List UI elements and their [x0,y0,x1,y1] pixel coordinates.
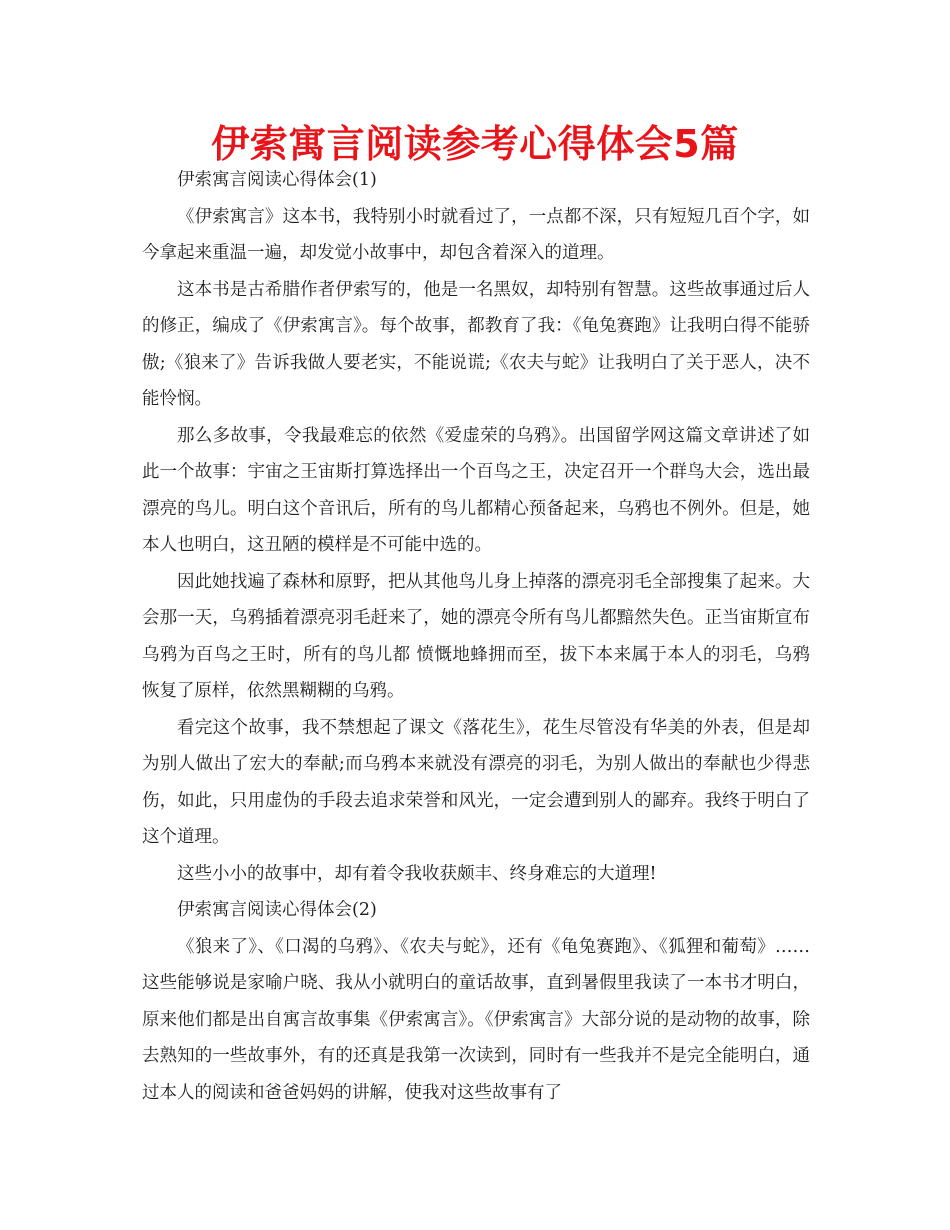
paragraph: 这本书是古希腊作者伊索写的，他是一名黑奴，却特别有智慧。这些故事通过后人的修正，编成了《伊索寓言》。每个故事，都教育了我：《龟兔赛跑》让我明白得不能骄傲;《狼来了》告诉我做人要老实，不能说谎;《农夫与蛇》让我明白了关于恶人，决不能怜悯。 [142,279,810,409]
document-title: 伊索寓言阅读参考心得体会5篇 [211,122,739,166]
paragraph: 看完这个故事，我不禁想起了课文《落花生》，花生尽管没有华美的外表，但是却为别人做出了宏大的奉献;而乌鸦本来就没有漂亮的羽毛，为别人做出的奉献也少得悲伤，如此，只用虚伪的手段去追求荣誉和风光，一定会遭到别人的鄙弃。我终于明白了这个道理。 [142,717,810,847]
section-heading-2: 伊索寓言阅读心得体会(2) [177,900,377,920]
document-body [142,162,810,1111]
paragraph: 这些小小的故事中，却有着令我收获颇丰、终身难忘的大道理! [177,863,657,884]
paragraph: 因此她找遍了森林和原野，把从其他鸟儿身上掉落的漂亮羽毛全部搜集了起来。大会那一天，乌鸦插着漂亮羽毛赶来了，她的漂亮令所有鸟儿都黯然失色。正当宙斯宣布乌鸦为百鸟之王时，所有的鸟儿都 愤慨地蜂拥而至，拔下本来属于本人的羽毛，乌鸦恢复了原样，依然黑糊糊的乌鸦。 [142,571,810,701]
paragraph: 《伊索寓言》这本书，我特别小时就看过了，一点都不深，只有短短几百个字，如今拿起来重温一遍，却发觉小故事中，却包含着深入的道理。 [142,206,810,263]
paragraph: 《狼来了》、《口渴的乌鸦》、《农夫与蛇》，还有《龟兔赛跑》、《狐狸和葡萄》……这些能够说是家喻户晓、我从小就明白的童话故事，直到暑假里我读了一本书才明白，原来他们都是出自寓言故事集《伊索寓言》。《伊索寓言》大部分说的是动物的故事，除去熟知的一些故事外，有的还真是我第一次读到，同时有一些我并不是完全能明白，通过本人的阅读和爸爸妈妈的讲解，使我对这些故事有了 [142,936,810,1103]
section-heading-1: 伊索寓言阅读心得体会(1) [177,170,377,190]
paragraph: 那么多故事，令我最难忘的依然《爱虚荣的乌鸦》。出国留学网这篇文章讲述了如此一个故事：宇宙之王宙斯打算选择出一个百鸟之王，决定召开一个群鸟大会，选出最漂亮的鸟儿。明白这个音讯后，所有的鸟儿都精心预备起来，乌鸦也不例外。但是，她本人也明白，这丑陋的模样是不可能中选的。 [142,425,810,555]
